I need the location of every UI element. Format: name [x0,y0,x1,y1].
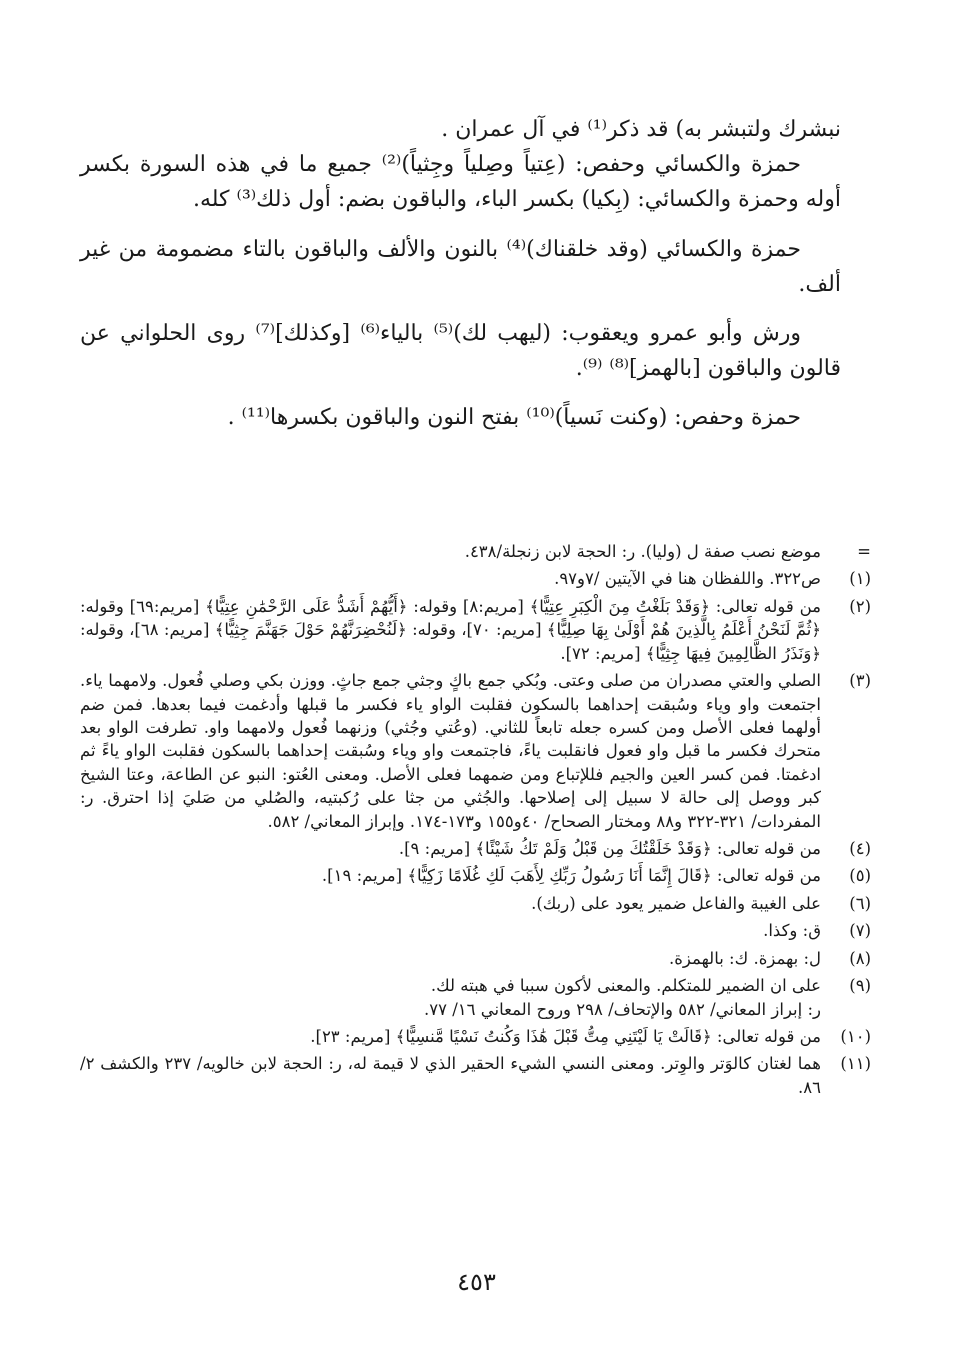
footnotes [80,540,871,1103]
footnote [80,540,871,563]
footnote-number: (١) [849,569,871,589]
footnote [80,1025,871,1048]
footnote-text: هما لغتان كالوَتر والوِتر. ومعنى النسي الشيء الحقير الذي لا قيمة له، ر: الحجة لابن خالويه/ ٢٣٧ والكشف ٢/ ٨٦. [80,1054,822,1097]
footnote-number: (٩) [849,976,871,996]
main-paragraph-3: حمزة والكسائي (وقد خلقناك)⁽⁴⁾ بالنون والألف والباقون بالتاء مضمومة من غير ألف. [80,236,841,297]
footnote [80,974,871,1021]
footnote [80,864,871,887]
footnote [80,669,871,833]
footnote-text: من قوله تعالى: ﴿وَقَدْ خَلَقْتُكَ مِن قَبْلُ وَلَمْ تَكُ شَيْئًا﴾ [مريم: ٩]. [398,839,821,859]
footnote-number: (٤) [849,839,871,859]
footnote-number: (١١) [840,1054,871,1074]
footnote [80,892,871,915]
footnote-number: (٦) [849,893,871,913]
footnote [80,1052,871,1099]
footnote-number: = [857,542,871,561]
footnote-text: ق: وكذا. [763,921,821,941]
footnote-text: من قوله تعالى: ﴿قَالَ إِنَّمَا أَنَا رَسُولُ رَبِّكِ لِأَهَبَ لَكِ غُلَامًا زَكِيًّا﴾ [مريم: ١٩]. [321,866,821,886]
page-number: ٤٥٣ [457,1268,496,1296]
footnote [80,567,871,590]
footnote-number: (٨) [849,948,871,968]
footnote-text: الصلي والعتي مصدران من صلى وعتى. وبُكي جمع باكٍ وجثي جمع جاثٍ. ووزن بكي وصلي فُعول. ولامهما ياء. اجتمعت واو وياء وسُبقت إحداهما بالسكون فقلبت الواو ياء فكسر ما قبلها وأدغمت فيما بعدها. فمن ضم أولهما فعلى الأصل ومن كسره جعله تابعاً للثاني. (وعُتي وجُثي) وزنهما فُعول ولامهما واو. تطرفت الواو بعد متحرك فكسر ما قبل واو فعول فانقلبت ياءً، فاجتمعت واو وياء وسُبقت إحداهما بالسكون فقلبت الواو ياءً ثم ادغمتا. فمن كسر العين والجيم فللإتباع ومن ضمهما فعلى الأصل. ومعنى العُتو: النبو عن الطاعة، وعتا الشيخ كبر ووصل إلى حالة لا سبيل إلى إصلاحها. والجُثي من جثا على رُكبتيه، والصُلي من صَليَ إذا احترق. ر: المفردات/ ٣٢١-٣٢٢ و٨٨ ومختار الصحاح/ ٤٠و١٥٥ و١٧٣-١٧٤. وإبراز المعاني/ ٥٨٢. [80,671,821,831]
footnote-reference: ر: إبراز المعاني/ ٥٨٢ والإتحاف/ ٢٩٨ وروح المعاني ١٦/ ٧٧. [423,999,821,1019]
footnote-number: (٥) [849,866,871,886]
main-text [80,112,841,436]
footnote [80,947,871,970]
footnote [80,919,871,942]
footnote-number: (٧) [849,921,871,941]
footnote-text: موضع نصب صفة ل (وليا). ر: الحجة لابن زنجلة/٤٣٨. [464,542,821,561]
main-paragraph-2: حمزة والكسائي وحفص: (عِتياً وصِلياً وجِثياً)⁽²⁾ جميع ما في هذه السورة بكسر أوله وحمزة والكسائي: (بِكيا) بكسر الباء، والباقون بضم: أول ذلك⁽³⁾ كله. [80,152,841,213]
footnote [80,837,871,860]
footnote [80,595,871,665]
footnote-text: ل: بهمزة. ك: بالهمزة. [669,948,821,968]
main-line-1: نبشرك ولتبشر به) قد ذكر⁽¹⁾ في آل عمران . [441,117,841,142]
footnote-number: (٣) [849,671,871,691]
footnote-text: ص٣٢٢. واللفظان هنا في الآيتين /٧و٩٧. [554,569,821,589]
main-paragraph-4: ورش وأبو عمرو ويعقوب: (ليهب لك)⁽⁵⁾ بالياء⁽⁶⁾ [وكذلك]⁽⁷⁾ روى الحلواني عن قالون والباقون [بالهمز]⁽⁸⁾ ⁽⁹⁾. [80,320,841,382]
footnote-number: (١٠) [840,1027,871,1047]
footnote-text: على ان الضمير للمتكلم. والمعنى لأكون سببا في هبته لك. [430,976,821,996]
main-paragraph-5: حمزة وحفص: (وكنت نَسياً)⁽¹⁰⁾ بفتح النون والباقون بكسرها⁽¹¹⁾ . [227,405,801,431]
footnote-text: على الغيبة والفاعل ضمير يعود على (ربك). [531,893,821,913]
footnote-text: من قوله تعالى: ﴿قَالَتْ يَا لَيْتَنِي مِتُّ قَبْلَ هَٰذَا وَكُنتُ نَسْيًا مَّنسِيًّا﴾ [مريم: ٢٣]. [310,1027,821,1047]
footnote-number: (٢) [849,596,871,616]
footnote-text: من قوله تعالى: ﴿وَقَدْ بَلَغْتُ مِنَ الْكِبَرِ عِتِيًّا﴾ [مريم:٨] وقوله: ﴿أَيُّهُمْ أَشَدُّ عَلَى الرَّحْمَٰنِ عِتِيًّا﴾ [مريم:٦٩] وقوله: ﴿ثُمَّ لَنَحْنُ أَعْلَمُ بِالَّذِينَ هُمْ أَوْلَىٰ بِهَا صِلِيًّا﴾ [مريم: ٧٠]، وقوله: ﴿لَنُحْضِرَنَّهُمْ حَوْلَ جَهَنَّمَ جِثِيًّا﴾ [مريم: ٦٨]، وقوله: ﴿وَنَذَرُ الظَّالِمِينَ فِيهَا جِثِيًّا﴾ [مريم: ٧٢]. [80,596,821,663]
